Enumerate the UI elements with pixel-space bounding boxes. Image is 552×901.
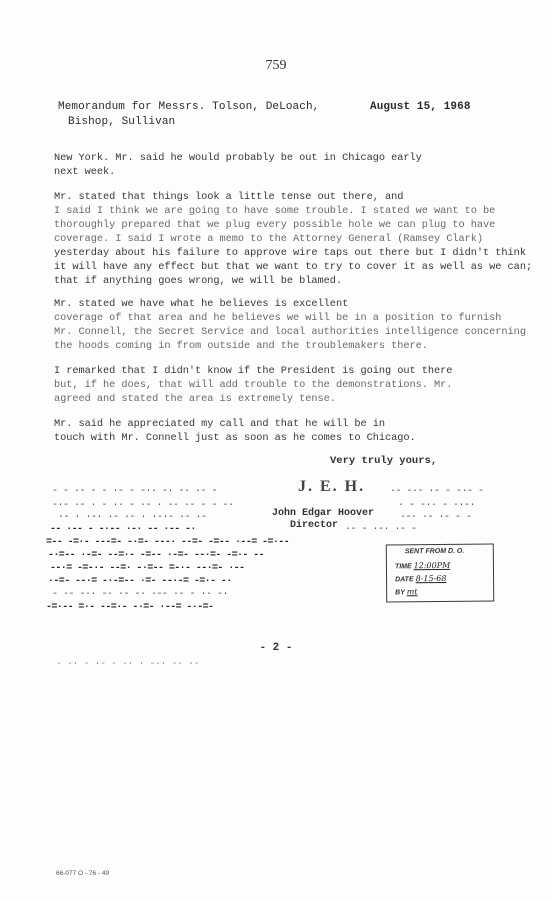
body-line: New York. Mr. said he would probably be out in Chicago early xyxy=(54,152,422,164)
copy-artifact: -- ·-- - -·-- ·-· -- ·-- -· xyxy=(50,524,196,535)
body-line: I remarked that I didn't know if the President is going out there xyxy=(54,365,453,377)
copy-artifact: ·- · ·-· ·- ·- · ·-·- ·- ·- xyxy=(58,512,207,523)
body-line: Mr. stated that things look a little tense out there, and xyxy=(54,191,404,203)
memo-addressees-line1: Memorandum for Messrs. Tolson, DeLoach, xyxy=(58,101,320,113)
copy-artifact: · - -·· - -·-· xyxy=(398,500,476,511)
copy-artifact: --·= -=-·- --=· -·=-- =-·- --·=- ·-- xyxy=(50,563,245,574)
gpo-code: 66-077 O - 76 - 49 xyxy=(56,870,110,877)
stamp-date-label: DATE xyxy=(395,576,414,584)
memo-date: August 15, 1968 xyxy=(370,101,471,113)
copy-artifact: -=·-- =·- --=·- -·=- ·--= -·-=- xyxy=(46,602,214,613)
body-line: thoroughly prepared that we plug every possible hole we can plug to have xyxy=(54,219,496,231)
copy-artifact: ·- -·- ·- - -·- - xyxy=(390,486,484,497)
body-line: Mr. said he appreciated my call and that he will be in xyxy=(54,418,385,430)
memo-addressees-line2: Bishop, Sullivan xyxy=(68,116,176,128)
body-line: but, if he does, that will add trouble to the demonstrations. Mr. xyxy=(54,379,453,391)
body-line: coverage of that area and he believes we will be in a position to furnish xyxy=(54,312,502,324)
stamp-by-value: mt xyxy=(406,587,418,597)
body-line: the hoods coming in from outside and the troublemakers there. xyxy=(54,340,428,352)
copy-artifact: - - ·- - - ·- - -·· -· -· ·- - xyxy=(52,486,218,497)
signer-name: John Edgar Hoover xyxy=(272,508,375,519)
stamp-time-label: TIME xyxy=(394,563,412,571)
body-line: Mr. stated we have what he believes is excellent xyxy=(54,298,349,310)
body-line: agreed and stated the area is extremely tense. xyxy=(54,393,336,405)
body-line: next week. xyxy=(54,166,116,178)
signature-initials: J. E. H. xyxy=(298,478,366,495)
body-line: touch with Mr. Connell just as soon as he comes to Chicago. xyxy=(54,432,416,444)
body-line: it will have any effect but that we want to try to cover it as well as we can; xyxy=(54,261,533,273)
closing: Very truly yours, xyxy=(330,455,438,467)
copy-artifact: ·- - ·-· ·- - xyxy=(345,524,417,535)
page-number: 759 xyxy=(265,58,287,73)
body-line: coverage. I said I wrote a memo to the Attorney General (Ramsey Clark) xyxy=(54,233,484,245)
page-footer-number: - 2 - xyxy=(259,642,293,654)
body-line: yesterday about his failure to approve wire taps out there but I didn't think xyxy=(54,247,526,259)
copy-artifact: - ·- -·· -· ·- -· ·-- ·- - ·· -· xyxy=(52,589,229,600)
copy-artifact: -·- ·- · - ·· - ·- · -· ·- - - -· xyxy=(52,500,234,511)
stamp-by-label: BY xyxy=(395,589,405,597)
signer-title: Director xyxy=(290,520,339,531)
body-line: that if anything goes wrong, we will be blamed. xyxy=(54,275,343,287)
stamp-date-value: 8-15-68 xyxy=(415,573,447,584)
copy-artifact: =-- -=·- ---=- -·=- ---· --=- -=-- ·--= -=·-- xyxy=(46,537,290,548)
stamp-title: SENT FROM D. O. xyxy=(404,547,465,556)
copy-artifact: -·=-- ·-=- --=·- -=-- ·-=- --·=- -=·- -- xyxy=(48,550,265,561)
copy-artifact: - ·· - ·- - ·· · -·· -· ·- xyxy=(56,659,200,670)
sent-from-stamp xyxy=(386,544,495,603)
body-line: I said I think we are going to have some trouble. I stated we want to be xyxy=(54,205,496,217)
stamp-time-value: 12:00PM xyxy=(413,560,451,571)
copy-artifact: ·-=- --·= -·-=-- ·=- --·-= -=·- -· xyxy=(48,576,232,587)
copy-artifact: ·-· ·- ·- - - xyxy=(400,512,472,523)
body-line: Mr. Connell, the Secret Service and local authorities intelligence concerning xyxy=(54,326,526,338)
